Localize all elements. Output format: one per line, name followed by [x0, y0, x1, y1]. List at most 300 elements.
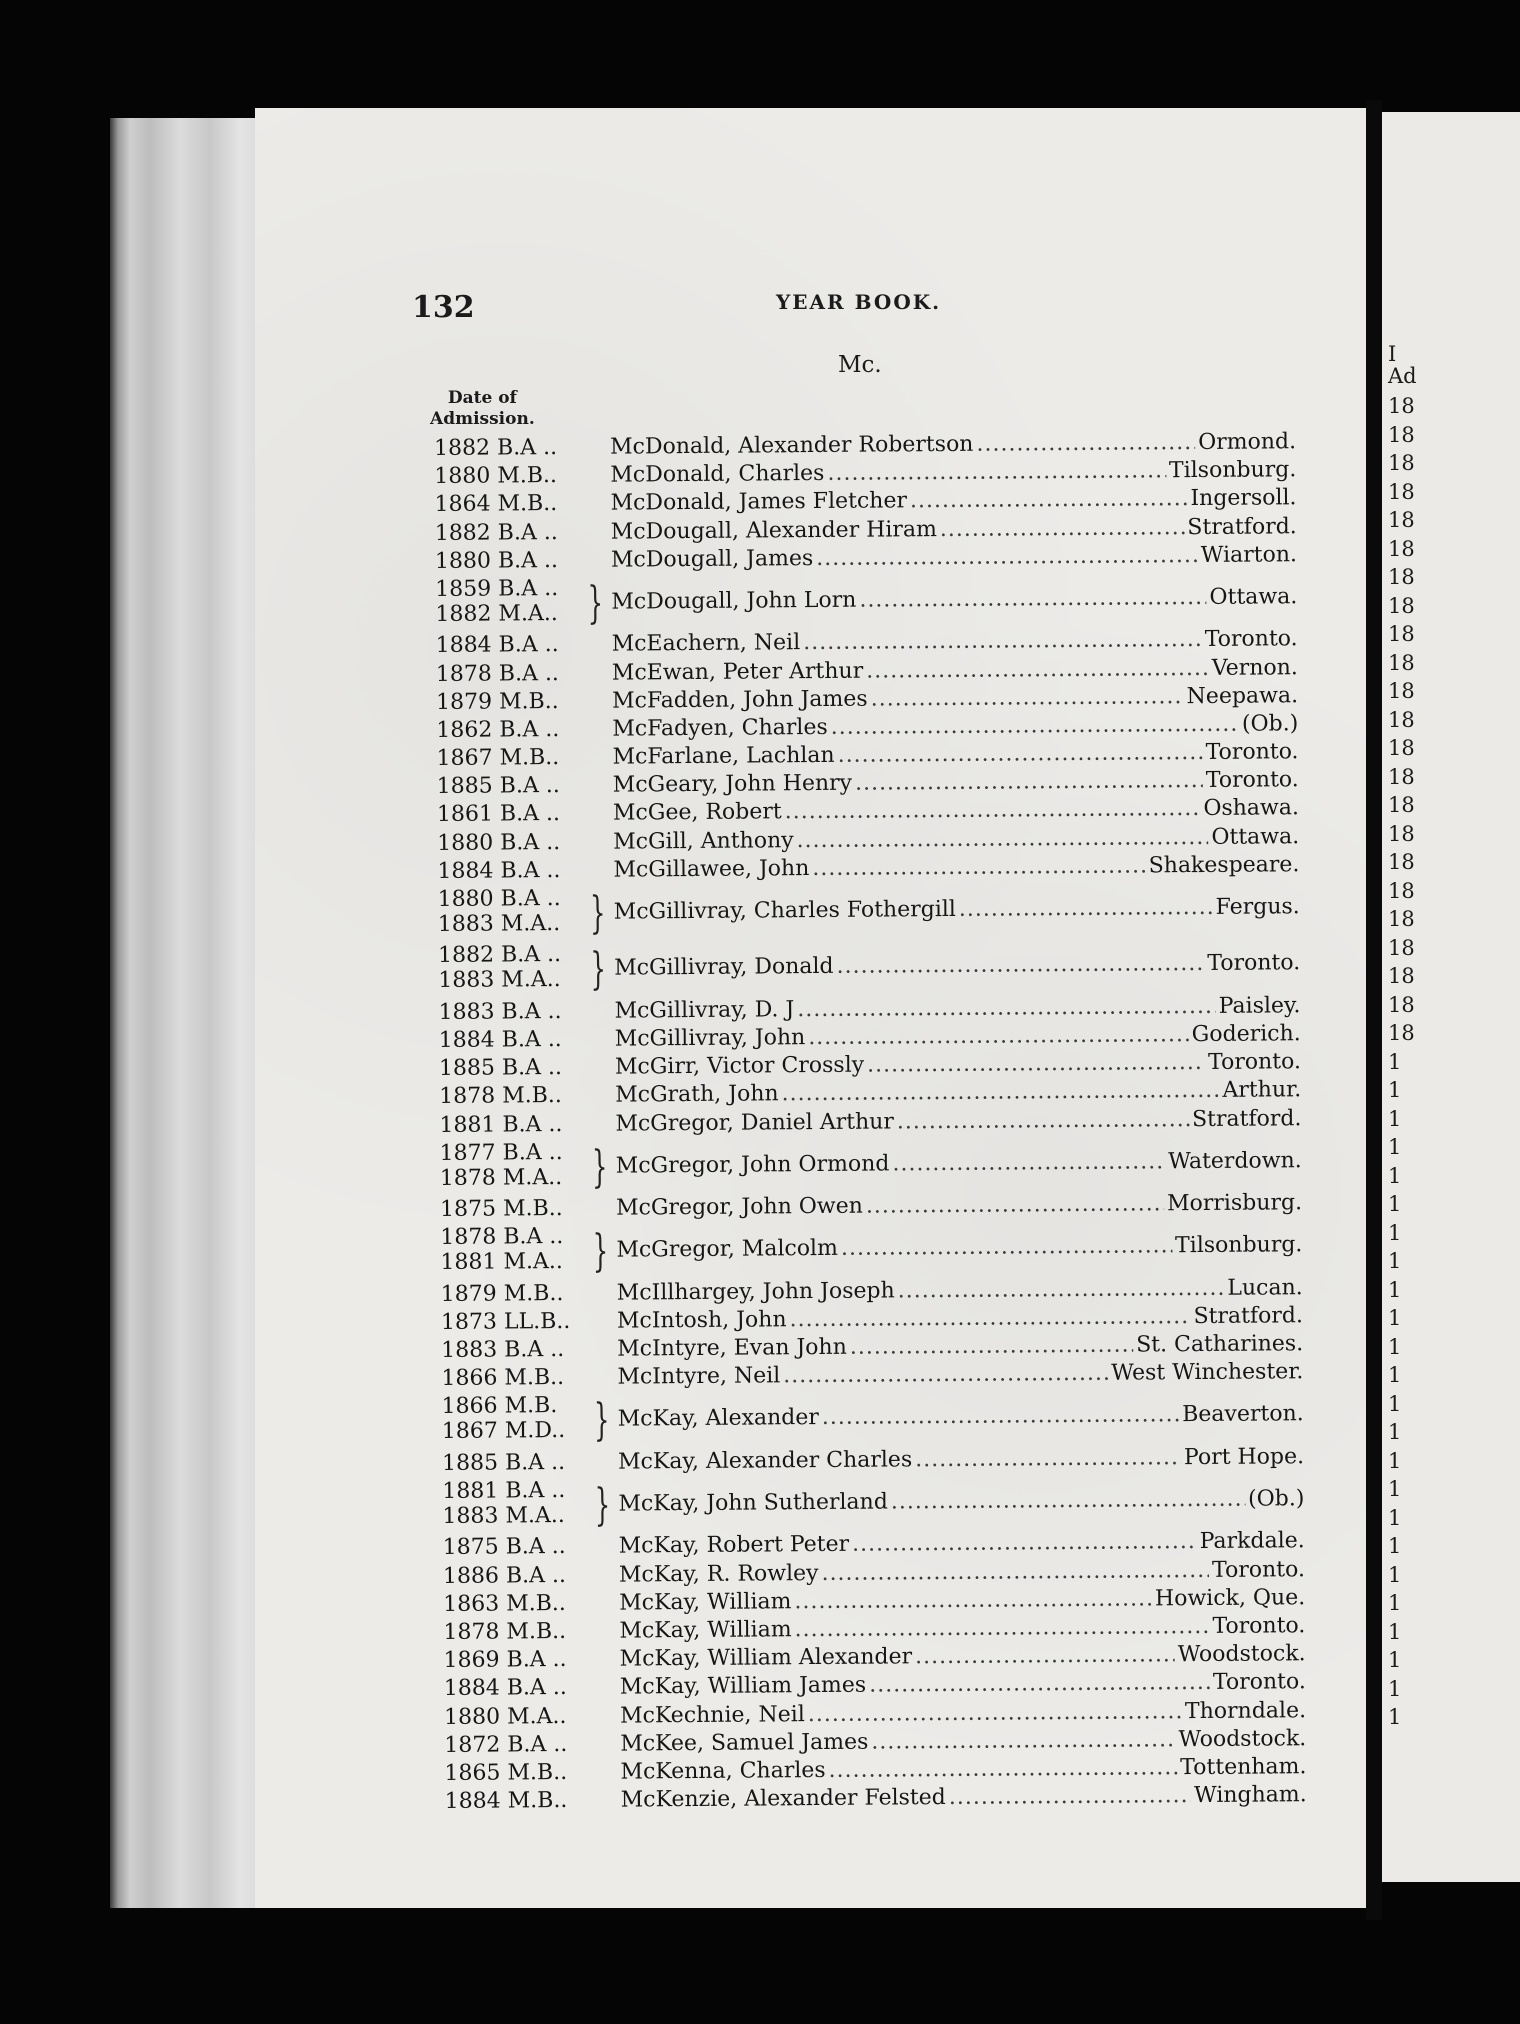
graduate-name: McDougall, Alexander Hiram	[610, 516, 937, 545]
admission-date-line: 1882 B.A ..	[434, 435, 558, 461]
graduate-name: McKay, John Sutherland	[618, 1489, 888, 1517]
admission-date-line: 1880 M.A..	[443, 1703, 567, 1730]
residence-place: Ottawa.	[1209, 584, 1298, 610]
graduate-name: McGregor, Daniel Arthur	[615, 1108, 894, 1137]
entry-name-line	[619, 1557, 1305, 1587]
column-header	[430, 388, 535, 430]
admission-date	[435, 548, 585, 574]
residence-place: Woodstock.	[1178, 1725, 1307, 1752]
graduate-name: McGrath, John	[615, 1081, 779, 1108]
facing-page-fragment: 18	[1388, 736, 1415, 760]
leader-dots	[940, 515, 1185, 542]
graduate-name: McGillivray, Donald	[614, 954, 834, 982]
entry-name-line	[613, 824, 1299, 854]
graduate-name: McGill, Anthony	[613, 827, 794, 855]
admission-date-line: 1882 B.A ..	[434, 519, 558, 546]
residence-place: Wiarton.	[1200, 541, 1298, 568]
leader-dots	[837, 951, 1205, 979]
residence-place: St. Catharines.	[1136, 1331, 1304, 1358]
admission-date-line: 1883 M.A..	[442, 1503, 565, 1529]
facing-page-fragment: 1	[1388, 1277, 1402, 1302]
admission-date	[444, 1760, 594, 1786]
leader-dots	[795, 1614, 1210, 1642]
admission-date-line: 1879 M.B..	[440, 1280, 564, 1307]
admission-date-line: 1885 B.A ..	[438, 1055, 563, 1082]
graduate-name: McDonald, James Fletcher	[610, 488, 908, 516]
admission-date	[441, 1337, 591, 1363]
facing-page	[1382, 112, 1520, 1882]
residence-place: Arthur.	[1222, 1077, 1302, 1104]
entry-name-line	[613, 852, 1299, 882]
graduate-name: McKay, William James	[619, 1673, 867, 1700]
facing-page-fragment: 1	[1388, 1705, 1402, 1729]
admission-date-line: 1881 B.A ..	[439, 1111, 563, 1138]
admission-date-line: 1882 B.A ..	[437, 942, 562, 969]
leader-dots	[794, 1586, 1152, 1614]
leader-dots	[855, 768, 1203, 796]
graduate-name: McEwan, Peter Arthur	[611, 658, 864, 686]
admission-date-line: 1866 M.B..	[441, 1365, 565, 1392]
admission-date	[442, 1450, 592, 1476]
entry-row	[442, 1472, 1305, 1535]
facing-page-fragment: 18	[1388, 935, 1415, 960]
graduate-name: McKee, Samuel James	[620, 1729, 869, 1757]
graduate-name: McKenzie, Alexander Felsted	[620, 1785, 946, 1813]
facing-page-fragment: 18	[1388, 622, 1415, 646]
admission-date-line: 1884 B.A ..	[438, 1027, 562, 1053]
leader-dots	[869, 1670, 1210, 1698]
facing-page-fragment: 18	[1388, 878, 1415, 903]
graduate-name: McIntyre, Neil	[617, 1363, 781, 1390]
admission-date-line: 1865 M.B..	[444, 1759, 568, 1786]
leader-dots	[831, 712, 1239, 740]
admission-date-line: 1881 B.A ..	[442, 1478, 566, 1504]
graduate-name: McGeary, John Henry	[612, 770, 853, 798]
graduate-name: McKenna, Charles	[620, 1757, 826, 1785]
residence-place: Parkdale.	[1199, 1528, 1305, 1555]
graduate-name: McGregor, Malcolm	[616, 1236, 839, 1263]
leader-dots	[821, 1558, 1209, 1586]
residence-place: Howick, Que.	[1154, 1584, 1306, 1612]
graduate-name: McKay, William	[619, 1617, 792, 1644]
entry-row	[438, 880, 1298, 943]
leader-dots	[783, 1361, 1108, 1389]
book-gutter	[1366, 100, 1382, 1920]
admission-date-line: 1878 M.B..	[439, 1083, 562, 1110]
facing-page-fragment: 1	[1388, 1562, 1402, 1587]
leader-dots	[812, 853, 1146, 881]
leader-dots	[867, 1050, 1205, 1078]
admission-date-line: 1880 M.B..	[434, 463, 558, 490]
entry-row	[435, 570, 1298, 633]
facing-page-fragment: 18	[1388, 964, 1415, 988]
leader-dots	[782, 1078, 1220, 1106]
entry-name-line	[618, 1444, 1304, 1474]
leader-dots	[789, 1304, 1190, 1332]
column-header-line2: Admission.	[430, 409, 535, 429]
admission-date-line: 1862 B.A ..	[436, 716, 560, 743]
leader-dots	[915, 1642, 1175, 1669]
entry-row	[440, 1219, 1303, 1282]
graduate-name: McDougall, John Lorn	[611, 587, 857, 615]
entry-name-line	[613, 767, 1299, 797]
facing-page-fragment: 1	[1388, 1220, 1402, 1245]
facing-page-fragment: Ad	[1388, 364, 1417, 388]
residence-place: Beaverton.	[1182, 1401, 1304, 1428]
facing-page-fragment: 18	[1388, 394, 1415, 418]
facing-page-fragment: 1	[1388, 1505, 1402, 1530]
entry-name-line	[616, 1233, 1302, 1263]
brace-icon: }	[587, 577, 604, 629]
graduate-name: McFadyen, Charles	[612, 714, 828, 742]
residence-place: Ottawa.	[1211, 823, 1300, 850]
facing-page-fragment: 18	[1388, 593, 1415, 618]
admission-date-line: 1880 B.A ..	[437, 886, 561, 913]
leader-dots	[803, 627, 1202, 655]
facing-page-fragment: 18	[1388, 707, 1415, 732]
admission-date	[444, 1732, 594, 1758]
residence-place: Tilsonburg.	[1174, 1232, 1303, 1259]
entry-name-line	[610, 457, 1296, 487]
entry-name-line	[612, 683, 1298, 713]
admission-date	[440, 1224, 590, 1275]
entry-name-line	[612, 627, 1298, 657]
leader-dots	[808, 1022, 1189, 1050]
facing-page-fragment: 1	[1388, 1363, 1402, 1387]
admission-date-line: 1882 M.A..	[435, 600, 558, 627]
graduate-name: McKay, R. Rowley	[618, 1560, 819, 1588]
brace-icon: }	[591, 1141, 608, 1193]
admission-date	[437, 801, 587, 827]
entry-name-line	[610, 429, 1296, 459]
entry-name-line	[611, 584, 1297, 614]
entry-name-line	[620, 1754, 1306, 1784]
admission-date-line: 1886 B.A ..	[442, 1562, 567, 1589]
admission-date-line: 1879 M.B..	[435, 688, 559, 715]
leader-dots	[871, 684, 1184, 711]
admission-date	[441, 1280, 591, 1306]
graduate-name: McEachern, Neil	[611, 630, 801, 657]
leader-dots	[808, 1699, 1182, 1727]
residence-place: Tottenham.	[1180, 1754, 1307, 1781]
admission-date-line: 1866 M.B.	[441, 1393, 558, 1420]
facing-page-fragment: 18	[1388, 850, 1415, 874]
admission-date	[444, 1647, 594, 1673]
admission-date	[436, 689, 586, 715]
residence-place: (Ob.)	[1247, 1486, 1305, 1512]
admission-date	[444, 1703, 594, 1729]
admission-date-line: 1883 M.A..	[437, 911, 561, 938]
facing-page-fragment: 18	[1388, 536, 1415, 561]
admission-date-line: 1875 B.A ..	[442, 1534, 566, 1561]
facing-page-fragment: 1	[1388, 1391, 1402, 1416]
admission-date-line: 1873 LL.B..	[440, 1308, 571, 1335]
entry-name-line	[610, 486, 1296, 516]
leader-dots	[891, 1487, 1245, 1515]
graduate-name: McGregor, John Ormond	[615, 1151, 890, 1179]
facing-page-fragment: 1	[1388, 1249, 1402, 1273]
admission-date-line: 1877 B.A ..	[439, 1139, 563, 1166]
graduate-name: McKay, William	[619, 1589, 792, 1616]
entry-name-line	[617, 1331, 1303, 1361]
entry-name-line	[618, 1486, 1304, 1516]
leader-dots	[959, 895, 1213, 922]
admission-date-line: 1863 M.B..	[443, 1590, 566, 1617]
entry-name-line	[614, 993, 1300, 1023]
brace-icon: }	[594, 1479, 611, 1531]
leader-dots	[871, 1727, 1175, 1754]
admission-date-line: 1878 B.A ..	[435, 660, 559, 687]
residence-place: Toronto.	[1205, 767, 1299, 794]
running-head: YEAR BOOK.	[776, 290, 942, 314]
residence-place: Toronto.	[1207, 950, 1301, 977]
residence-place: Toronto.	[1204, 626, 1298, 653]
entry-name-line	[620, 1698, 1306, 1728]
admission-date-line: 1878 M.A..	[439, 1164, 563, 1191]
admission-date	[438, 886, 588, 937]
facing-page-fragment: 1	[1388, 1591, 1402, 1615]
graduate-name: McDonald, Alexander Robertson	[609, 431, 974, 460]
residence-place: Toronto.	[1211, 1556, 1306, 1583]
brace-icon: }	[589, 887, 606, 939]
graduate-name: McKechnie, Neil	[619, 1701, 805, 1729]
entry-name-line	[615, 1106, 1301, 1136]
admission-date-line: 1883 B.A ..	[441, 1337, 565, 1364]
leader-dots	[976, 430, 1195, 457]
entry-name-line	[619, 1613, 1305, 1643]
entry-name-line	[613, 796, 1299, 826]
leader-dots	[866, 655, 1209, 683]
admission-date	[444, 1675, 594, 1701]
entry-name-line	[620, 1670, 1306, 1700]
graduate-name: McGillivray, D. J	[614, 996, 795, 1024]
page-number: 132	[412, 290, 475, 325]
residence-place: Toronto.	[1212, 1613, 1306, 1639]
facing-page-fragment: 1	[1388, 1078, 1402, 1102]
facing-page-fragment: 1	[1388, 1163, 1402, 1188]
leader-dots	[797, 825, 1209, 853]
admission-date	[439, 1083, 589, 1109]
facing-page-fragment: I	[1388, 342, 1397, 366]
admission-date	[440, 1140, 590, 1191]
residence-place: Ingersoll.	[1190, 485, 1297, 512]
leader-dots	[866, 1191, 1164, 1218]
facing-page-fragment: 1	[1388, 1334, 1402, 1359]
graduate-name: McFarlane, Lachlan	[612, 742, 835, 770]
leader-dots	[850, 1333, 1134, 1360]
residence-place: West Winchester.	[1111, 1359, 1304, 1386]
admission-date	[434, 491, 584, 517]
facing-page-fragment: 1	[1388, 1420, 1402, 1444]
facing-page-fragment: 18	[1388, 992, 1415, 1017]
admission-date	[438, 999, 588, 1025]
graduate-name: McIntyre, Evan John	[617, 1334, 847, 1362]
admission-date	[436, 632, 586, 658]
entry-name-line	[612, 711, 1298, 741]
residence-place: Goderich.	[1191, 1021, 1301, 1048]
admission-date-line: 1885 B.A ..	[436, 773, 560, 800]
entry-name-line	[614, 894, 1300, 924]
entry-row	[442, 1388, 1302, 1451]
admission-date	[443, 1591, 593, 1617]
graduate-name: McGillawee, John	[613, 855, 810, 883]
entry-name-line	[615, 1078, 1301, 1108]
facing-page-fragment: 1	[1388, 1192, 1402, 1216]
facing-page-fragment: 18	[1388, 451, 1415, 475]
admission-date	[445, 1788, 595, 1814]
leader-dots	[816, 543, 1198, 571]
facing-page-fragment: 18	[1388, 821, 1415, 846]
graduate-name: McDougall, James	[610, 545, 814, 573]
residence-place: Toronto.	[1205, 739, 1299, 766]
admission-date-line: 1880 B.A ..	[437, 829, 561, 856]
facing-page-fragment: 18	[1388, 679, 1415, 703]
entry-name-line	[614, 951, 1300, 981]
leader-dots	[785, 796, 1201, 824]
leader-dots	[949, 1783, 1191, 1810]
entry-row	[440, 1134, 1300, 1197]
admission-date-line: 1884 M.B..	[444, 1788, 568, 1815]
entry-row	[437, 937, 1301, 1000]
admission-date	[434, 435, 584, 461]
admission-date	[439, 1055, 589, 1081]
admission-date	[439, 1027, 589, 1053]
facing-page-fragment: 1	[1388, 1106, 1402, 1131]
admission-date-line: 1864 M.B..	[434, 491, 558, 518]
admission-date	[437, 829, 587, 855]
entry-name-line	[617, 1359, 1303, 1389]
facing-page-fragment: 1	[1388, 1676, 1402, 1701]
entry-name-line	[619, 1529, 1305, 1559]
graduate-name: McGillivray, John	[614, 1025, 806, 1052]
section-heading: Mc.	[838, 352, 882, 378]
facing-page-fragment: 18	[1388, 479, 1415, 504]
graduate-name: McKay, Alexander Charles	[617, 1447, 913, 1475]
residence-place: Thorndale.	[1184, 1697, 1307, 1724]
residence-place: Stratford.	[1193, 1303, 1304, 1329]
residence-place: (Ob.)	[1241, 711, 1299, 737]
entry-name-line	[619, 1585, 1305, 1615]
admission-date	[443, 1562, 593, 1588]
leader-dots	[859, 585, 1206, 613]
entry-name-line	[618, 1402, 1304, 1432]
entry-name-line	[616, 1190, 1302, 1220]
admission-date-line: 1878 M.B..	[443, 1618, 567, 1645]
residence-place: Wingham.	[1193, 1782, 1307, 1809]
residence-place: Morrisburg.	[1166, 1190, 1303, 1217]
entry-name-line	[620, 1641, 1306, 1671]
residence-place: Oshawa.	[1203, 795, 1300, 822]
admission-date	[436, 660, 586, 686]
admission-date-line: 1861 B.A ..	[436, 801, 561, 828]
graduate-name: McFadden, John James	[611, 686, 868, 714]
entry-list	[434, 429, 1305, 1817]
residence-place: Fergus.	[1215, 894, 1300, 920]
entry-name-line	[620, 1726, 1306, 1756]
admission-date	[440, 1196, 590, 1222]
leader-dots	[827, 458, 1166, 486]
leader-dots	[829, 1755, 1178, 1783]
facing-page-fragment: 1	[1388, 1619, 1402, 1644]
facing-page-fragment: 1	[1388, 1135, 1402, 1159]
facing-page-fragment: 1	[1388, 1049, 1402, 1074]
brace-icon: }	[590, 944, 607, 996]
admission-date	[441, 1309, 591, 1335]
admission-date	[435, 519, 585, 545]
facing-page-fragment: 18	[1388, 650, 1415, 675]
residence-place: Toronto.	[1208, 1049, 1302, 1076]
admission-date	[436, 745, 586, 771]
facing-page-fragment: 18	[1388, 764, 1415, 789]
graduate-name: McIllhargey, John Joseph	[616, 1278, 895, 1306]
admission-date-line: 1884 B.A ..	[437, 857, 561, 884]
residence-place: Woodstock.	[1177, 1641, 1306, 1668]
leader-dots	[897, 1107, 1189, 1134]
admission-date	[437, 858, 587, 884]
residence-place: Lucan.	[1227, 1274, 1303, 1301]
graduate-name: McGirr, Victor Crossly	[614, 1052, 865, 1080]
facing-page-fragment: 18	[1388, 793, 1415, 817]
residence-place: Toronto.	[1212, 1669, 1306, 1696]
entry-name-line	[615, 1021, 1301, 1051]
admission-date	[442, 1478, 592, 1529]
entry-name-line	[621, 1782, 1307, 1812]
facing-page-fragment: 1	[1388, 1448, 1402, 1473]
entry-name-line	[616, 1148, 1302, 1178]
residence-place: Port Hope.	[1183, 1444, 1305, 1470]
admission-date	[434, 463, 584, 489]
graduate-name: McKay, William Alexander	[619, 1644, 913, 1672]
entry-name-line	[617, 1275, 1303, 1305]
admission-date-line: 1883 M.A..	[438, 967, 561, 994]
residence-place: Stratford.	[1187, 513, 1297, 540]
admission-date-line: 1875 M.B..	[439, 1196, 563, 1223]
admission-date-line: 1867 M.D..	[441, 1418, 566, 1445]
admission-date-line: 1867 M.B..	[436, 745, 560, 772]
admission-date-line: 1884 B.A ..	[443, 1675, 567, 1702]
facing-page-fragment: 18	[1388, 907, 1415, 931]
admission-date	[443, 1534, 593, 1560]
facing-page-fragment: 18	[1388, 565, 1415, 589]
admission-date	[442, 1393, 592, 1444]
graduate-name: McIntosh, John	[616, 1307, 787, 1334]
graduate-name: McGregor, John Owen	[615, 1193, 863, 1221]
admission-date	[438, 942, 588, 993]
admission-date	[439, 1111, 589, 1137]
graduate-name: McGillivray, Charles Fothergill	[613, 896, 956, 925]
graduate-name: McKay, Robert Peter	[618, 1532, 850, 1560]
residence-place: Shakespeare.	[1148, 852, 1300, 879]
brace-icon: }	[593, 1395, 610, 1447]
residence-place: Vernon.	[1211, 654, 1298, 681]
leader-dots	[838, 740, 1203, 768]
residence-place: Stratford.	[1191, 1105, 1302, 1132]
entry-name-line	[617, 1303, 1303, 1333]
leader-dots	[841, 1234, 1172, 1262]
column-header-line1: Date of	[447, 388, 517, 408]
entry-name-line	[612, 655, 1298, 685]
admission-date-line: 1883 B.A ..	[438, 998, 562, 1025]
leader-dots	[797, 994, 1216, 1022]
leader-dots	[898, 1276, 1225, 1304]
admission-date	[437, 773, 587, 799]
facing-page-fragment: 1	[1388, 1534, 1402, 1558]
admission-date-line: 1878 B.A ..	[440, 1224, 564, 1251]
admission-date-line: 1880 B.A ..	[434, 547, 559, 574]
admission-date-line: 1869 B.A ..	[443, 1647, 567, 1674]
residence-place: Waterdown.	[1168, 1147, 1302, 1174]
admission-date-line: 1885 B.A ..	[441, 1449, 566, 1476]
